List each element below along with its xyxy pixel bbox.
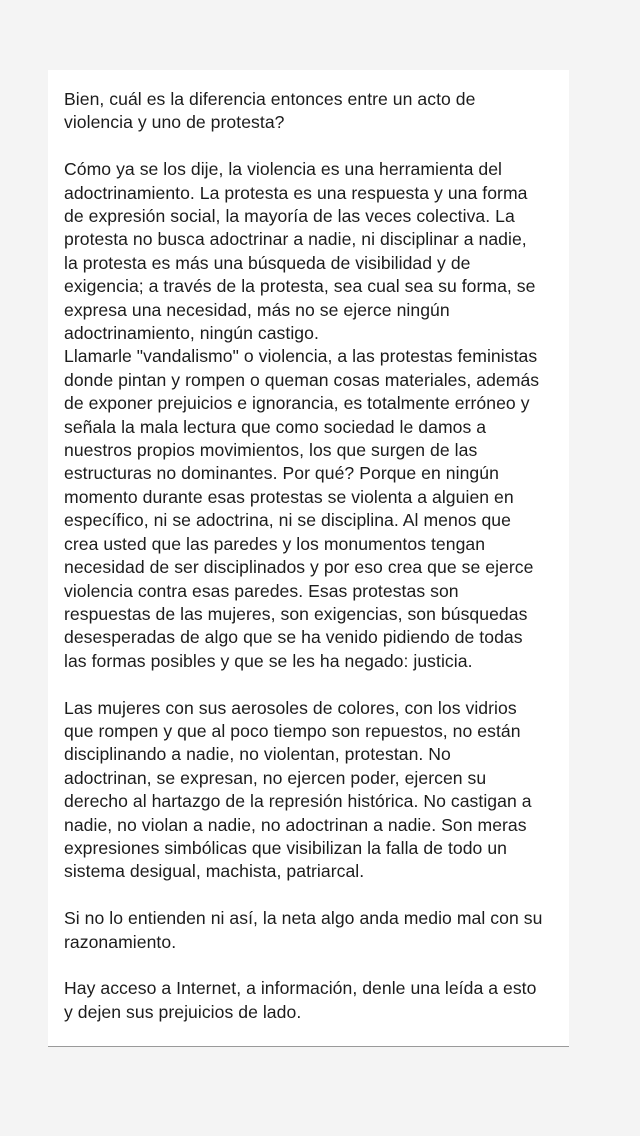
paragraph-violence-vs-protest: Cómo ya se los dije, la violencia es una herramienta del adoctrinamiento. La protesta es una respuesta y una forma de expresión social, la mayoría de las veces colectiva. La protesta no busca adoctrinar a nadie, ni disciplinar a nadie, la protesta es más una búsqueda de visibilidad y de exigencia; a través de la protesta, sea cual sea su forma, se expresa una necesidad, más no se ejerce ningún adoctrinamiento, ningún castigo. Llamarle "vandalismo" o violencia, a las protestas feministas donde pintan y rompen o queman cosas materiales, además de exponer prejuicios e ignorancia, es totalmente erróneo y señala la mala lectura que como sociedad le damos a nuestros propios movimientos, los que surgen de las estructuras no dominantes. Por qué? Porque en ningún momento durante esas protestas se violenta a alguien en específico, ni se adoctrina, ni se disciplina. Al menos que crea usted que las paredes y los monumentos tengan necesidad de ser disciplinados y por eso crea que se ejerce violencia contra esas paredes. Esas protestas son respuestas de las mujeres, son exigencias, son búsquedas desesperadas de algo que se ha venido pidiendo de todas las formas posibles y que se les ha negado: justicia. [64,159,540,671]
paragraph-gap [64,673,564,696]
paragraph-closing: Hay acceso a Internet, a información, denle una leída a esto y dejen sus prejuicios de lado. [64,978,537,1022]
note-text [64,88,564,1024]
paragraph-question: Bien, cuál es la diferencia entonces entre un acto de violencia y uno de protesta? [64,89,476,133]
paragraph-gap [64,884,564,907]
paragraph-gap [64,954,564,977]
paragraph-women-protest: Las mujeres con sus aerosoles de colores, con los vidrios que rompen y que al poco tiempo son repuestos, no están disciplinando a nadie, no violentan, protestan. No adoctrinan, se expresan, no ejercen poder, ejercen su derecho al hartazgo de la represión histórica. No castigan a nadie, no violan a nadie, no adoctrinan a nadie. Son meras expresiones simbólicas que visibilizan la falla de todo un sistema desigual, machista, patriarcal. [64,697,532,882]
paragraph-reasoning: Si no lo entienden ni así, la neta algo anda medio mal con su razonamiento. [64,908,543,952]
paragraph-gap [64,135,564,158]
